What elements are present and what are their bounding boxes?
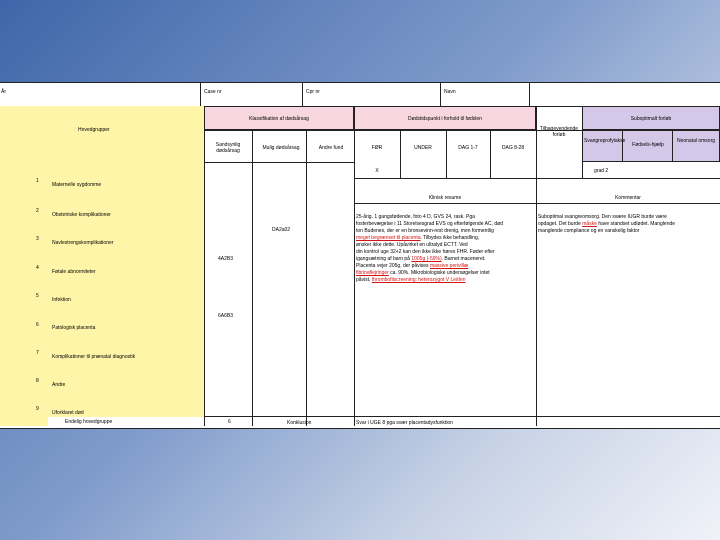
kommentar-line-2 [538, 221, 675, 227]
klass-col1: Sandsynlig dødsårsag [215, 142, 241, 154]
subopt-col3: Neonatal omsorg [676, 138, 716, 144]
dodstidspunkt-header-text: Dødstidspunkt i forhold til fødslen [408, 116, 482, 122]
resume-line-7-rest: . Barnet maceneret. [441, 256, 486, 262]
resume-line-8 [356, 263, 468, 269]
row-num-4: 4 [36, 265, 39, 271]
suboptimalt-header-text: Suboptimalt forløb [630, 116, 672, 122]
dod-col-dag17: DAG 1-7 [458, 145, 478, 151]
resume-line-9-red: fibrinaflejringer [356, 270, 389, 276]
row-num-3: 3 [36, 236, 39, 242]
kommentar-line-3: manglende compliance og en vanskelig faktor [538, 228, 640, 234]
dod-col-for: FØR [371, 145, 383, 151]
cpr-label: Cpr nr [306, 89, 320, 95]
row-num-7: 7 [36, 350, 39, 356]
resume-line-4-rest: . Tilbydes ikke behandling, [420, 235, 480, 241]
klass-col3: Andre fund [318, 145, 344, 151]
resume-line-10-start: påvist, [356, 277, 372, 283]
klassifikation-header-text: Klassifikation af dødsårsag [249, 116, 309, 122]
row-num-1: 1 [36, 178, 39, 184]
klass-code-1: DA2a02 [272, 227, 291, 233]
kommentar-line-1: Suboptimal svangreomsorg. Den svære IUGR burde være [538, 214, 667, 220]
dod-col-dag828: DAG 8-28 [501, 145, 525, 151]
kommentar-line-2-red: måske [582, 221, 597, 227]
resume-line-2: fosterbevægelse i 11 Storelsesgrad EVS og efterfølgende AC, død [356, 221, 503, 227]
resume-line-10-red: thrombofilscreening: heterozygot V Leiden [371, 277, 466, 283]
row-num-9: 9 [36, 406, 39, 412]
kommentar-line-2-rest: have standset udlødet. Manglende [596, 221, 676, 227]
resume-line-5: ønsker ikke dette. Upåvirket en ultralyd ECTT. Ved [356, 242, 468, 248]
case-label: Case nr [204, 89, 222, 95]
row-label-3: Navlestrengskomplikationer [52, 240, 114, 246]
row-label-9: Uforklaret død [52, 410, 84, 416]
resume-line-8-start: Placenta vejer 205g, der påvises [356, 263, 430, 269]
klass-final-value: 6 [228, 419, 231, 425]
subopt-grade: grad 2 [594, 168, 609, 174]
resume-line-7-start: igangsætning af barn på [356, 256, 412, 262]
resume-line-1: 25-årig. 1 gangsfødende, foto 4 D, GVS 24, rask. Pga [356, 214, 475, 220]
row-num-2: 2 [36, 208, 39, 214]
row-label-6: Patologisk placenta [52, 325, 96, 331]
resume-line-4-red: meget begrænset til placenta [356, 235, 421, 241]
row-label-4: Føtale abnormiteter [52, 269, 96, 275]
klass-code-2: 4A2B3 [218, 256, 234, 262]
klass-col2: Mulig dødsårsag [262, 145, 300, 151]
subopt-col2: Fødsels-hjælp [632, 142, 664, 148]
ar-label: År [1, 89, 6, 95]
resume-line-4 [356, 235, 479, 241]
tilbagevendende-label: Tilbagevendende forløb [539, 126, 579, 138]
row-label-5: Infektion [52, 297, 71, 303]
klass-code-3: 6A6B3 [218, 313, 234, 319]
resume-line-9 [356, 270, 490, 276]
final-hovedgruppe-label: Endelig hovedgruppe [65, 419, 113, 425]
dod-mark: X [375, 168, 379, 174]
resume-header: Klinisk resume [428, 195, 462, 201]
kommentar-line-2-start: opdaget. Det burde [538, 221, 583, 227]
row-label-1: Maternelle sygdomme [52, 182, 102, 188]
row-label-8: Andre [52, 382, 66, 388]
resume-line-7 [356, 256, 486, 262]
hovedgrupper-block [0, 106, 204, 426]
resume-line-9-rest: ca. 90%. Mikrobiologiske undersøgelser intet [388, 270, 490, 276]
resume-line-7-red: 1005g (-59%) [411, 256, 442, 262]
klass-final-text: Konklusion [287, 420, 312, 426]
row-label-7: Komplikationer til prænatal diagnostik [52, 354, 136, 360]
row-num-6: 6 [36, 322, 39, 328]
subopt-col1: Svangreprofylakse [584, 138, 626, 144]
row-num-8: 8 [36, 378, 39, 384]
row-num-5: 5 [36, 293, 39, 299]
resume-final: Svar i UGE 8 pga svær placentadysfunktion [356, 420, 453, 426]
row-label-2: Obstetriske komplikationer [52, 212, 111, 218]
navn-label: Navn [444, 89, 456, 95]
resume-line-3: ton Budenes, der er en bronsevinn-rest drenig, men formentlig [356, 228, 494, 234]
hovedgrupper-label: Hovedgrupper [78, 127, 110, 133]
resume-line-10 [356, 277, 466, 283]
resume-line-6: din kontrol uge 32+2 kan den ikke ikke høres FHR. Føder efter [356, 249, 495, 255]
dod-col-under: UNDER [414, 145, 432, 151]
kommentar-header: Kommentar [615, 195, 641, 201]
resume-line-8-red: massive perivillæ [429, 263, 469, 269]
